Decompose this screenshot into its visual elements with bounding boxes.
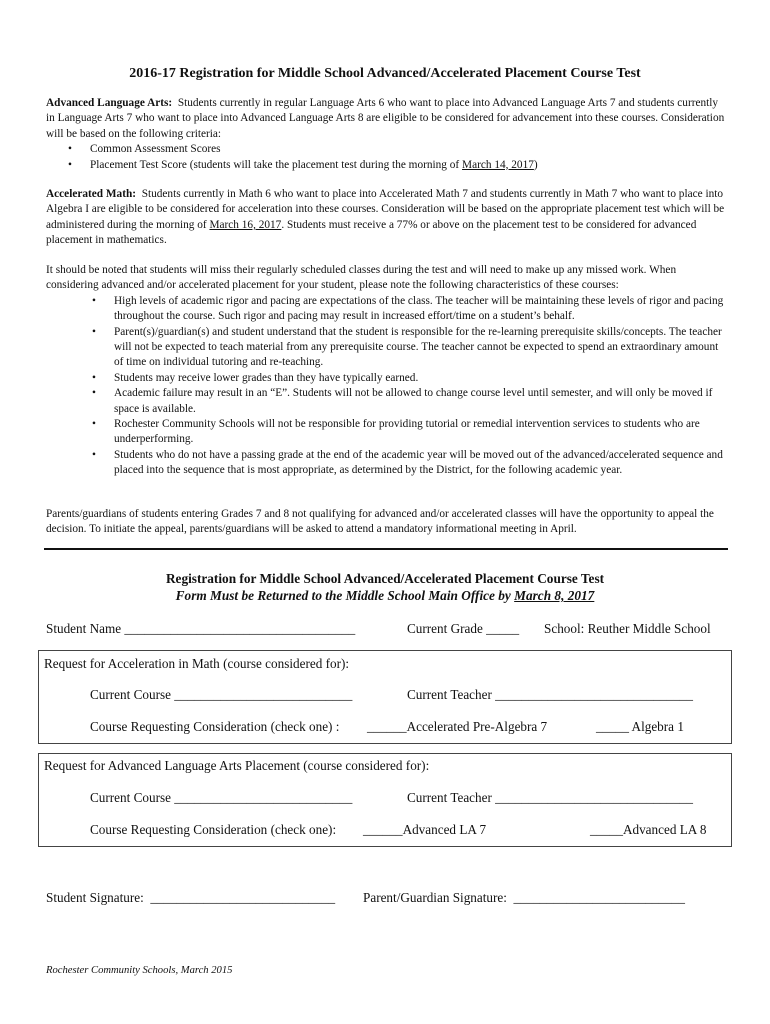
list-item: • Rochester Community Schools will not be responsible for providing tutorial or remedial intervention services to students who are underperforming. <box>92 418 700 446</box>
current-grade-field[interactable]: Current Grade _____ <box>407 621 520 636</box>
page-title: 2016-17 Registration for Middle School Advanced/Accelerated Placement Course Test <box>129 66 641 81</box>
bullet-icon: • <box>92 387 96 400</box>
accelerated-math-heading: Accelerated Math: <box>46 188 137 200</box>
checkbox-advanced-la-8[interactable]: _____Advanced LA 8 <box>590 822 707 837</box>
bullet-icon: • <box>68 158 72 171</box>
bullet-icon: • <box>68 143 72 156</box>
bullet-icon: • <box>92 448 96 461</box>
list-item: • Academic failure may result in an “E”. Students will not be allowed to change course level until semester, and will only be moved if space is available. <box>92 387 713 415</box>
list-item: • Students who do not have a passing grade at the end of the academic year will be moved out of the advanced/accelerated sequence and placed into the sequence that is most appropriate, as determined by the District, for the following academic year. <box>92 448 723 477</box>
bullet-icon: • <box>92 294 96 307</box>
note-section <box>46 263 728 479</box>
language-arts-criteria <box>68 142 728 173</box>
note-intro: It should be noted that students will miss their regularly scheduled classes during the test and will need to make up any missed work. When considering advanced and/or accelerated placement for your student, please note the following characteristics of these courses: <box>46 264 677 292</box>
test-date: March 14, 2017 <box>462 158 534 171</box>
math-current-course-field[interactable]: Current Course ___________________________ <box>90 687 353 702</box>
school-label: School: Reuther Middle School <box>544 621 711 636</box>
form-title: Registration for Middle School Advanced/Accelerated Placement Course Test <box>165 571 605 586</box>
bullet-icon: • <box>92 418 96 431</box>
checkbox-algebra-1[interactable]: _____ Algebra 1 <box>596 719 684 734</box>
language-arts-text: Students currently in regular Language Arts 6 who want to place into Advanced Language Arts 7 and students currently in Language Arts 7 who want to place into Advanced Language Arts 8 are eligible to be considered for advancement into these courses. Consideration will be based on the following criteria: <box>46 97 725 140</box>
list-item: • High levels of academic rigor and pacing are expectations of the class. The teacher will be maintaining these levels of rigor and pacing throughout the course. Such rigor and pacing may result in increased effort/time on a student’s behalf. <box>92 294 724 323</box>
bullet-icon: • <box>92 325 96 338</box>
list-item: • Placement Test Score (students will take the placement test during the morning of March 14, 2017) <box>90 158 728 173</box>
math-test-date: March 16, 2017 <box>209 218 282 231</box>
list-item: • Students may receive lower grades than they have typically earned. <box>114 371 728 386</box>
list-item: • Common Assessment Scores <box>90 142 728 157</box>
math-requesting-label: Course Requesting Consideration (check one) : <box>90 719 340 734</box>
appeal-section: Parents/guardians of students entering Grades 7 and 8 not qualifying for advanced and/or accelerated classes will have the opportunity to appeal the decision. To initiate the appeal, parents/guardians will be asked to attend a mandatory informational meeting in April. <box>46 508 714 536</box>
student-signature-field[interactable]: Student Signature: ____________________________ <box>46 890 336 905</box>
math-current-teacher-field[interactable]: Current Teacher ______________________________ <box>407 687 693 702</box>
list-item: • Parent(s)/guardian(s) and student understand that the student is responsible for the re-learning prerequisite skills/concepts. The teacher will not be expected to teach material from any prerequisite course. The teacher cannot be expected to spend an extraordinary amount of time on individual tutoring and re-teaching. <box>92 325 722 369</box>
language-arts-section <box>46 96 728 173</box>
divider <box>44 548 728 550</box>
language-arts-heading: Advanced Language Arts: <box>46 97 173 109</box>
bullet-icon: • <box>92 371 96 384</box>
checkbox-accelerated-pre-algebra-7[interactable]: ______Accelerated Pre-Algebra 7 <box>367 719 548 734</box>
form-due-date: March 8, 2017 <box>514 588 595 603</box>
checkbox-advanced-la-7[interactable]: ______Advanced LA 7 <box>363 822 487 837</box>
la-current-course-field[interactable]: Current Course ___________________________ <box>90 790 353 805</box>
student-name-field[interactable]: Student Name ___________________________________ <box>46 621 356 636</box>
footer-text: Rochester Community Schools, March 2015 <box>46 965 233 976</box>
accelerated-math-section: Accelerated Math: Students currently in Math 6 who want to place into Accelerated Math 7 and students currently in Math 7 who want to place into Algebra I are eligible to be considered for acceleration into these courses. Consideration will be based on the appropriate placement test which will be administered during the morning of March 16, 2017. Students must receive a 77% or above on the placement test to be considered for advanced placement in mathematics. <box>46 188 725 247</box>
math-request-heading: Request for Acceleration in Math (course considered for): <box>44 656 350 671</box>
la-requesting-label: Course Requesting Consideration (check one): <box>90 822 337 837</box>
la-current-teacher-field[interactable]: Current Teacher ______________________________ <box>407 790 693 805</box>
language-arts-request-heading: Request for Advanced Language Arts Placement (course considered for): <box>44 758 430 773</box>
parent-signature-field[interactable]: Parent/Guardian Signature: __________________________ <box>363 890 685 905</box>
course-characteristics-list <box>92 294 728 479</box>
form-subtitle: Form Must be Returned to the Middle School Main Office by March 8, 2017 <box>175 588 595 603</box>
